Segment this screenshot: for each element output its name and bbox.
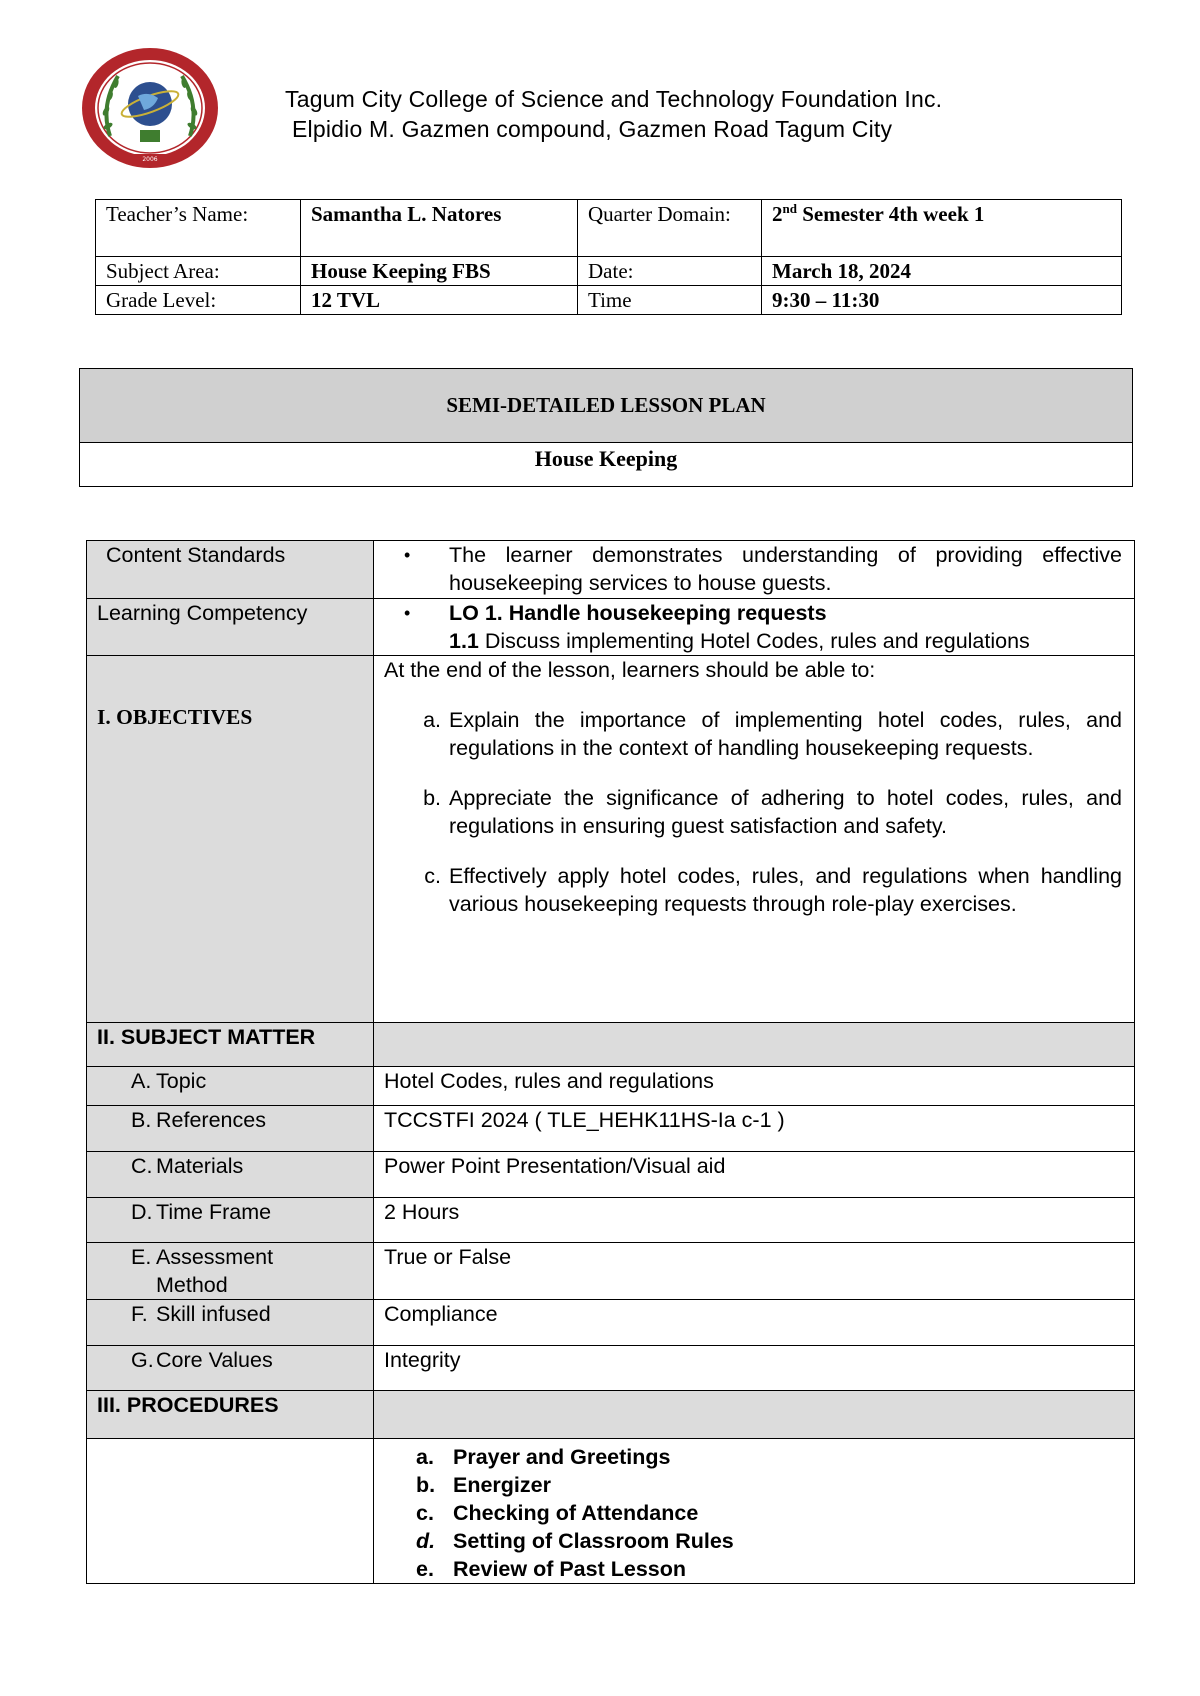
teacher-value: Samantha L. Natores [301, 200, 578, 257]
objectives-label: I. OBJECTIVES [97, 705, 253, 729]
time-value: 9:30 – 11:30 [762, 286, 1122, 315]
subject-matter-row: G. Core Values Integrity [87, 1346, 1135, 1391]
subject-matter-row: C. Materials Power Point Presentation/Visual aid [87, 1152, 1135, 1198]
assessment-method-label: Assessment Method [156, 1245, 274, 1297]
grade-value: 12 TVL [301, 286, 578, 315]
time-frame-value: 2 Hours [384, 1200, 460, 1224]
grade-label: Grade Level: [96, 286, 301, 315]
procedure-item: c. Checking of Attendance [416, 1501, 699, 1525]
procedures-header-row [87, 1391, 1135, 1439]
time-frame-label: Time Frame [156, 1200, 272, 1224]
content-standards-text: The learner demonstrates understanding of providing effective housekeeping services to house guests. [449, 543, 1122, 595]
date-label: Date: [578, 257, 762, 286]
date-value: March 18, 2024 [762, 257, 1122, 286]
subject-matter-row: E. Assessment Method True or False [87, 1243, 1135, 1300]
school-name: Tagum City College of Science and Technology Foundation Inc. [285, 86, 943, 112]
lesson-plan-table [86, 540, 1135, 1584]
objectives-row [87, 656, 1135, 1023]
topic-value: Hotel Codes, rules and regulations [384, 1069, 714, 1093]
quarter-label: Quarter Domain: [578, 200, 762, 257]
procedure-item: a. Prayer and Greetings [416, 1445, 671, 1469]
objective-item: b. Appreciate the significance of adhering to hotel codes, rules, and regulations in ensuring guest satisfaction and safety. [423, 786, 1122, 838]
subject-matter-label: II. SUBJECT MATTER [97, 1025, 316, 1049]
subject-matter-row: B. References TCCSTFI 2024 ( TLE_HEHK11HS-Ia c-1 ) [87, 1106, 1135, 1152]
competency-text: Discuss implementing Hotel Codes, rules and regulations [478, 629, 1030, 653]
learning-competency-label: Learning Competency [97, 601, 308, 625]
bullet-icon: • [404, 603, 411, 623]
procedures-row [87, 1439, 1135, 1584]
school-seal-logo [78, 46, 228, 176]
time-label: Time [578, 286, 762, 315]
assessment-method-value: True or False [384, 1245, 512, 1269]
skill-infused-value: Compliance [384, 1302, 498, 1326]
content-standards-label: Content Standards [106, 543, 286, 567]
teacher-label: Teacher’s Name: [96, 200, 301, 257]
objective-item: c. Effectively apply hotel codes, rules, and regulations when handling various housekeeping requests through role-play exercises. [424, 864, 1122, 916]
quarter-value: 2nd Semester 4th week 1 [762, 200, 1122, 257]
lesson-plan-title: SEMI-DETAILED LESSON PLAN [80, 369, 1132, 443]
subject-label: Subject Area: [96, 257, 301, 286]
subject-matter-row: F. Skill infused Compliance [87, 1300, 1135, 1346]
bullet-icon: • [404, 545, 411, 565]
learning-outcome: LO 1. Handle housekeeping requests [449, 601, 827, 625]
materials-label: Materials [156, 1154, 244, 1178]
references-value: TCCSTFI 2024 ( TLE_HEHK11HS-Ia c-1 ) [384, 1108, 785, 1132]
svg-text:2006: 2006 [142, 156, 158, 163]
materials-value: Power Point Presentation/Visual aid [384, 1154, 726, 1178]
procedure-item: e. Review of Past Lesson [416, 1557, 686, 1581]
procedures-label: III. PROCEDURES [97, 1393, 279, 1417]
core-values-value: Integrity [384, 1348, 461, 1372]
subject-matter-row: A. Topic Hotel Codes, rules and regulations [87, 1067, 1135, 1106]
objective-item: a. Explain the importance of implementing hotel codes, rules, and regulations in the context of handling housekeeping requests. [423, 708, 1122, 760]
lesson-plan-title-block [79, 368, 1133, 487]
skill-infused-label: Skill infused [156, 1302, 271, 1326]
learning-competency-row [87, 599, 1135, 656]
content-standards-row [87, 541, 1135, 599]
references-label: References [156, 1108, 266, 1132]
procedure-item: d. Setting of Classroom Rules [416, 1529, 734, 1553]
lesson-subject-title: House Keeping [534, 446, 678, 471]
lesson-info-table [95, 199, 1122, 315]
school-address: Elpidio M. Gazmen compound, Gazmen Road Tagum City [292, 116, 893, 142]
core-values-label: Core Values [156, 1348, 273, 1372]
objectives-intro: At the end of the lesson, learners should be able to: [384, 658, 876, 682]
subject-matter-header-row [87, 1023, 1135, 1067]
topic-label: Topic [156, 1069, 207, 1093]
procedure-item: b. Energizer [416, 1473, 551, 1497]
competency-number: 1.1 [449, 629, 479, 653]
subject-matter-row: D. Time Frame 2 Hours [87, 1198, 1135, 1243]
subject-value: House Keeping FBS [301, 257, 578, 286]
